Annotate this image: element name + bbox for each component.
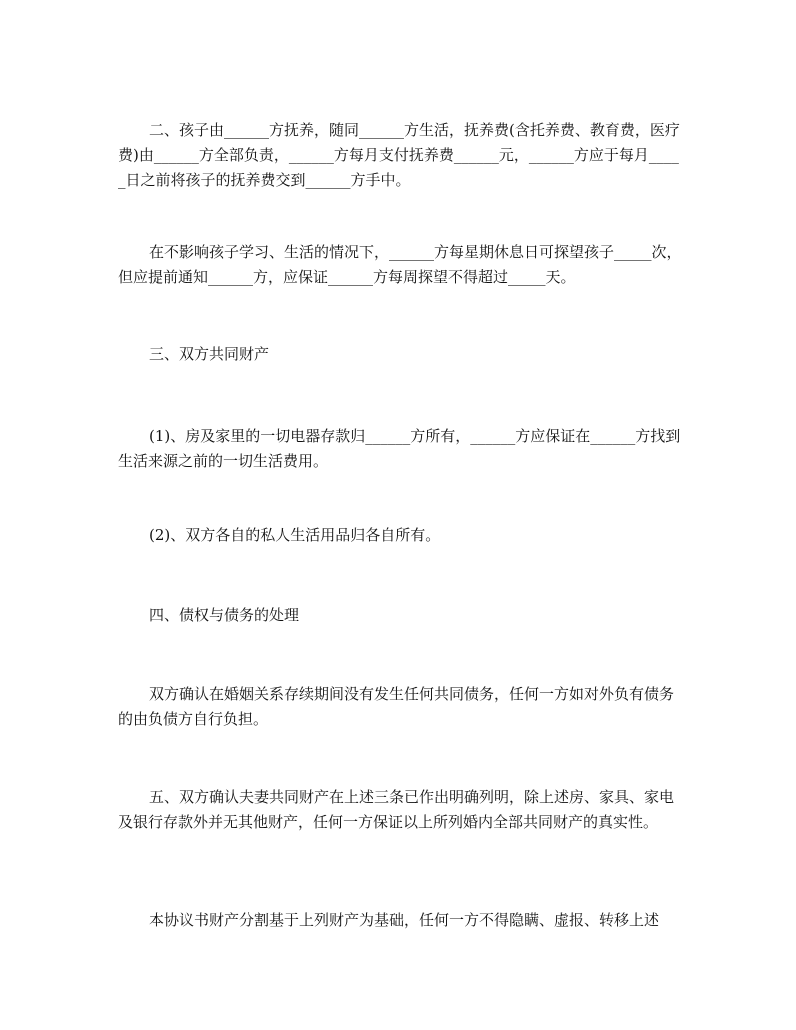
paragraph-property-item-2: (2)、双方各自的私人生活用品归各自所有。: [149, 526, 441, 544]
paragraph-property-confirmation: 五、双方确认夫妻共同财产在上述三条已作出明确列明，除上述房、家具、家电及银行存款外并无其他财产，任何一方保证以上所列婚内全部共同财产的真实性。: [118, 788, 675, 831]
heading-debts: 四、债权与债务的处理: [149, 606, 300, 624]
paragraph-visitation: 在不影响孩子学习、生活的情况下，______方每星期休息日可探望孩子_____次，但应提前通知______方，应保证______方每周探望不得超过_____天。: [118, 243, 682, 286]
paragraph-child-custody: 二、孩子由______方抚养，随同______方生活，抚养费(含托养费、教育费，医疗费)由______方全部负责，______方每月支付抚养费______元，______方应于每月_____日之前将孩子的抚养费交到______方手中。: [118, 121, 680, 189]
heading-joint-property: 三、双方共同财产: [149, 345, 270, 363]
paragraph-property-division: 本协议书财产分割基于上列财产为基础，任何一方不得隐瞒、虚报、转移上述: [149, 911, 660, 929]
paragraph-debts: 双方确认在婚姻关系存续期间没有发生任何共同债务，任何一方如对外负有债务的由负债方自行负担。: [118, 685, 675, 728]
paragraph-property-item-1: (1)、房及家里的一切电器存款归______方所有，______方应保证在______方找到生活来源之前的一切生活费用。: [118, 427, 681, 470]
